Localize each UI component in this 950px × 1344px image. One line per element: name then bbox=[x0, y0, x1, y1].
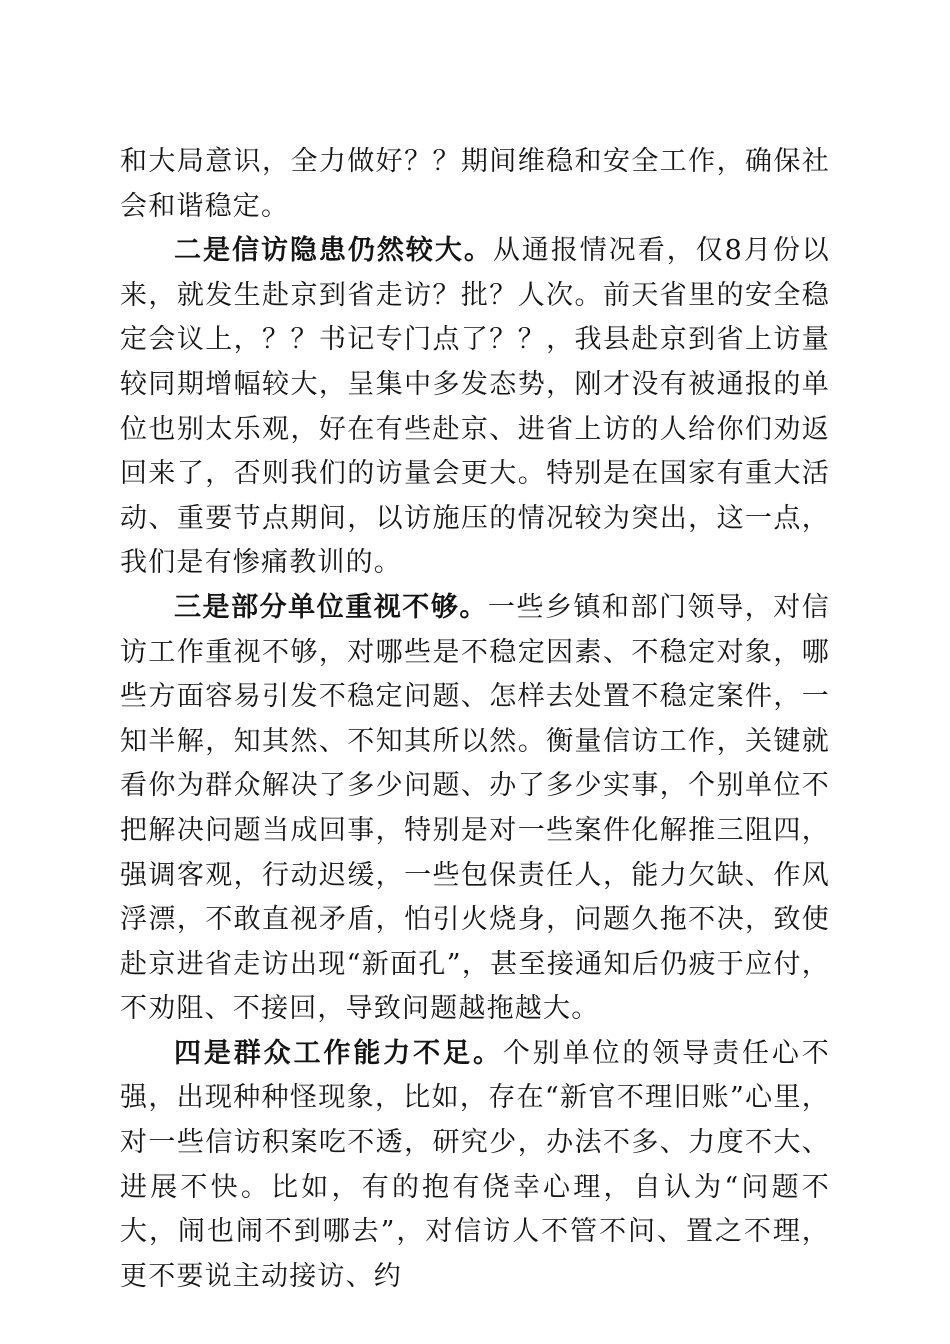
paragraph-text: 从通报情况看，仅8月份以来，就发生赴京到省走访？批？人次。前天省里的安全稳定会议上，？？书记专门点了？？，我县赴京到省上访量较同期增幅较大，呈集中多发态势，刚才没有被通报的单位也别太乐观，好在有些赴京、进省上访的人给你们劝返回来了，否则我们的访量会更大。特别是在国家有重大活动、重要节点期间，以访施压的情况较为突出，这一点，我们是有惨痛教训的。 bbox=[120, 235, 830, 579]
document-body bbox=[120, 140, 830, 1299]
paragraph-text: 一些乡镇和部门领导，对信访工作重视不够，对哪些是不稳定因素、不稳定对象，哪些方面容易引发不稳定问题、怎样去处置不稳定案件，一知半解，知其然、不知其所以然。衡量信访工作，关键就看你为群众解决了多少问题、办了多少实事，个别单位不把解决问题当成回事，特别是对一些案件化解推三阻四，强调客观，行动迟缓，一些包保责任人，能力欠缺、作风浮漂，不敢直视矛盾，怕引火烧身，问题久拖不决，致使赴京进省走访出现“新面孔”，甚至接通知后仍疲于应付，不劝阻、不接回，导致问题越拖越大。 bbox=[120, 591, 831, 1025]
paragraph-point-three bbox=[120, 586, 830, 1032]
paragraph-point-two bbox=[120, 229, 830, 586]
paragraph-heading: 二是信访隐患仍然较大。 bbox=[174, 235, 493, 267]
paragraph-continuation bbox=[120, 140, 830, 229]
paragraph-point-four bbox=[120, 1032, 830, 1300]
paragraph-heading: 三是部分单位重视不够。 bbox=[174, 591, 488, 623]
paragraph-heading: 四是群众工作能力不足。 bbox=[174, 1037, 503, 1069]
paragraph-text: 和大局意识，全力做好？？期间维稳和安全工作，确保社会和谐稳定。 bbox=[120, 146, 830, 222]
paragraph-text: 个别单位的领导责任心不强，出现种种怪现象，比如，存在“新官不理旧账”心里，对一些信访积案吃不透，研究少，办法不多、力度不大、进展不快。比如，有的抱有侥幸心理，自认为“问题不大，闹也闹不到哪去”，对信访人不管不问、置之不理，更不要说主动接访、约 bbox=[120, 1037, 830, 1292]
